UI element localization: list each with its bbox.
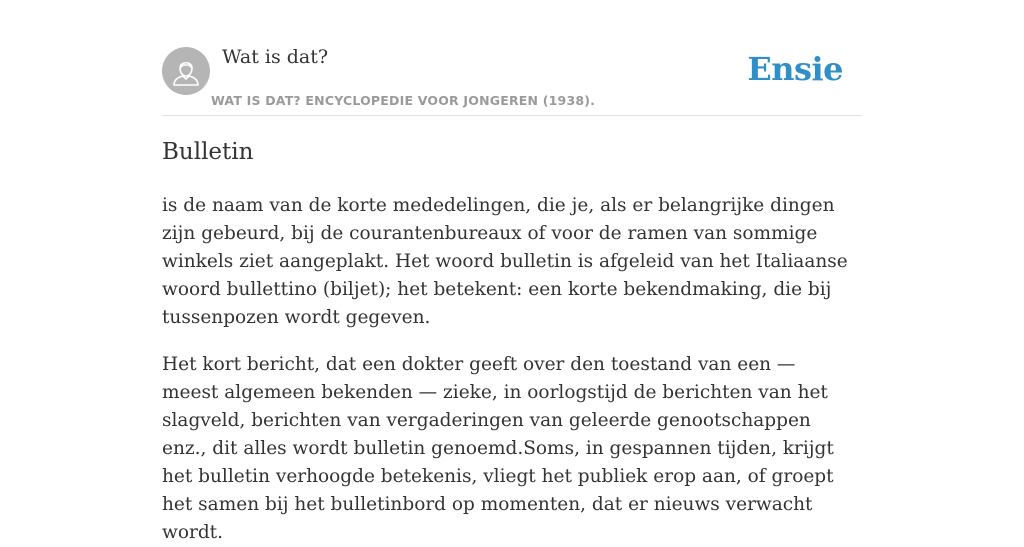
entry-title: Bulletin (162, 139, 254, 165)
user-icon (162, 47, 210, 95)
entry-paragraph-1: is de naam van de korte mededelingen, die je, als er belangrijke dingen zijn gebeurd, bij de courantenbureaux of voor de ramen van sommige winkels ziet aangeplakt. Het woord bulletin is afgeleid van het Italiaanse woord bullettino (biljet); het betekent: een korte bekendmaking, die bij tussenpozen wordt gegeven. (162, 195, 848, 328)
avatar[interactable] (162, 47, 210, 95)
source-subtitle[interactable]: WAT IS DAT? ENCYCLOPEDIE VOOR JONGEREN (1938). (211, 93, 596, 108)
entry-paragraph-2: Het kort bericht, dat een dokter geeft over den toestand van een — meest algemeen bekenden — zieke, in oorlogstijd de berichten van het slagveld, berichten van vergaderingen van geleerde genootschappen enz., dit alles wordt bulletin genoemd.Soms, in gespannen tijden, krijgt het bulletin verhoogde betekenis, vliegt het publiek erop aan, of groept het samen bij het bulletinbord op momenten, dat er nieuws verwacht wordt. (162, 354, 834, 543)
source-header (162, 0, 862, 116)
page-container (162, 0, 862, 543)
source-title[interactable]: Wat is dat? (222, 46, 329, 68)
brand-logo[interactable]: Ensie (747, 50, 843, 88)
